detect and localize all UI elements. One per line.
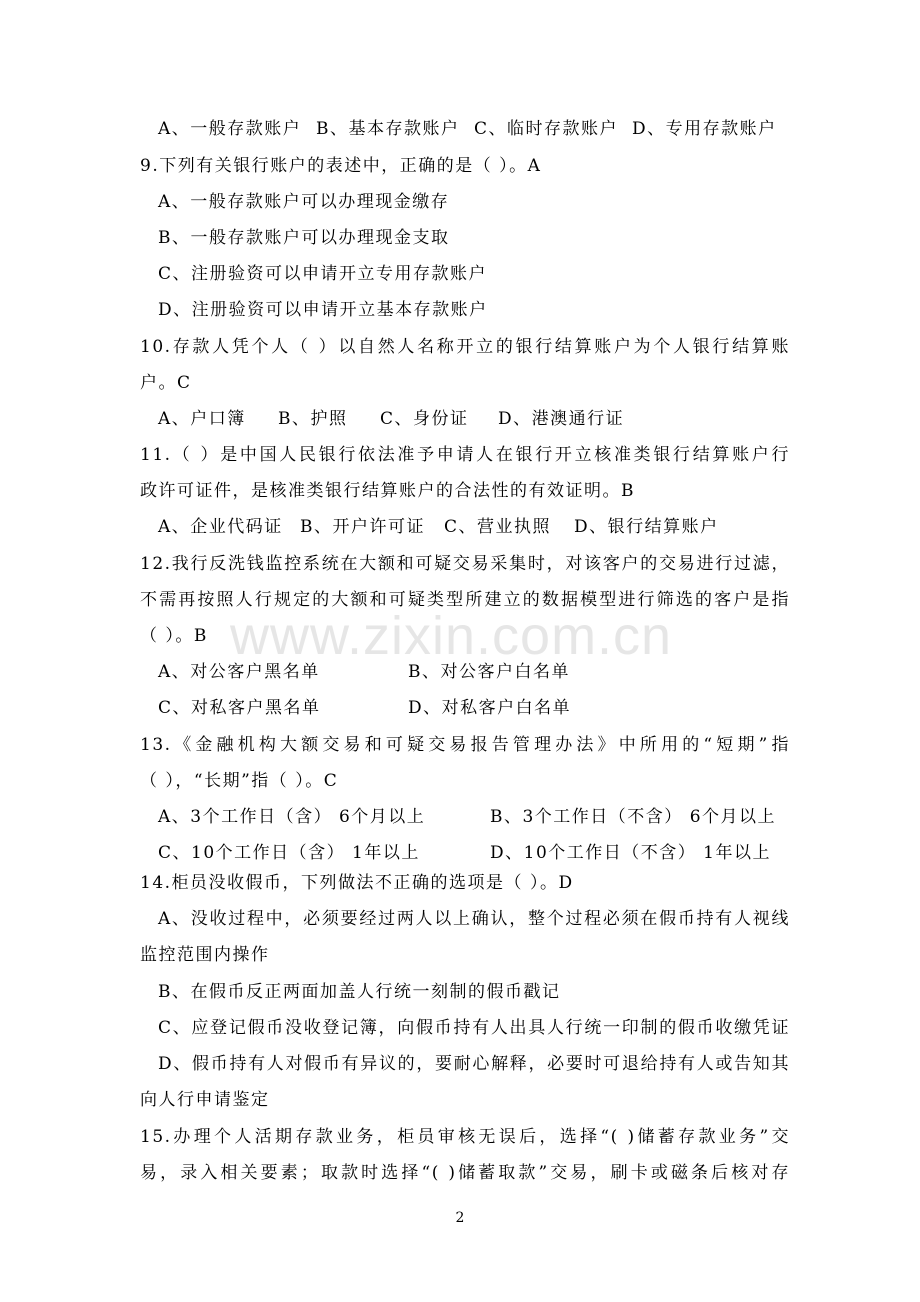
q11-option-d: D、银行结算账户 (574, 517, 719, 537)
q9-option-d: D、注册验资可以申请开立基本存款账户 (158, 300, 488, 320)
q14-option-d-line-2: 向人行申请鉴定 (140, 1090, 270, 1110)
q13-stem-line-2: （ ），“长期”指（ ）。C (140, 771, 339, 791)
q14-option-b: B、在假币反正两面加盖人行统一刻制的假币戳记 (158, 982, 561, 1002)
q10-stem-line-2: 户。C (140, 373, 192, 393)
q12-option-b: B、对公客户白名单 (408, 662, 570, 682)
q15-stem-line-2: 易，录入相关要素；取款时选择“( )储蓄取款”交易，刷卡或磁条后核对存 (140, 1163, 790, 1183)
q14-option-a-line-2: 监控范围内操作 (140, 945, 270, 965)
q14-stem: 14.柜员没收假币，下列做法不正确的选项是（ ）。D (140, 873, 574, 893)
q12-option-d: D、对私客户白名单 (408, 698, 572, 718)
q11-stem-line-2: 政许可证件，是核准类银行结算账户的合法性的有效证明。B (140, 481, 635, 501)
q13-option-b: B、3个工作日（不含） 6个月以上 (490, 807, 777, 827)
q8-option-c: C、临时存款账户 (474, 119, 619, 139)
q14-option-a-line-1: A、没收过程中，必须要经过两人以上确认，整个过程必须在假币持有人视线 (158, 909, 790, 929)
q10-option-b: B、护照 (278, 409, 348, 429)
q9-option-c: C、注册验资可以申请开立专用存款账户 (158, 264, 488, 284)
q12-stem-line-1: 12.我行反洗钱监控系统在大额和可疑交易采集时，对该客户的交易进行过滤， (140, 554, 790, 574)
q13-option-a: A、3个工作日（含） 6个月以上 (158, 807, 426, 827)
q11-stem-line-1: 11.（ ）是中国人民银行依法准予申请人在银行开立核准类银行结算账户行 (140, 445, 790, 465)
q9-option-b: B、一般存款账户可以办理现金支取 (158, 228, 450, 248)
q11-option-a: A、企业代码证 (158, 517, 283, 537)
q12-stem-line-2: 不需再按照人行规定的大额和可疑类型所建立的数据模型进行筛选的客户是指 (140, 590, 790, 610)
page-number: 2 (455, 1210, 465, 1226)
q10-option-c: C、身份证 (380, 409, 469, 429)
q13-option-c: C、10个工作日（含） 1年以上 (158, 843, 420, 863)
q14-option-c: C、应登记假币没收登记簿，向假币持有人出具人行统一印制的假币收缴凭证 (158, 1018, 790, 1038)
q13-stem-line-1: 13.《金融机构大额交易和可疑交易报告管理办法》中所用的“短期”指 (140, 735, 790, 755)
q8-option-b: B、基本存款账户 (316, 119, 460, 139)
q11-option-b: B、开户许可证 (300, 517, 425, 537)
q14-option-d-line-1: D、假币持有人对假币有异议的，要耐心解释，必要时可退给持有人或告知其 (158, 1054, 790, 1074)
q8-option-a: A、一般存款账户 (158, 119, 302, 139)
q8-option-d: D、专用存款账户 (632, 119, 777, 139)
q11-option-c: C、营业执照 (444, 517, 552, 537)
q10-option-a: A、户口簿 (158, 409, 246, 429)
q13-option-d: D、10个工作日（不含） 1年以上 (490, 843, 771, 863)
q12-stem-line-3: （ ）。B (140, 626, 208, 646)
q9-stem: 9.下列有关银行账户的表述中，正确的是（ ）。A (140, 156, 542, 176)
q12-option-c: C、对私客户黑名单 (158, 698, 321, 718)
q10-stem-line-1: 10.存款人凭个人（ ）以自然人名称开立的银行结算账户为个人银行结算账 (140, 337, 790, 357)
watermark: www.zixin.com.cn (230, 606, 673, 666)
q10-option-d: D、港澳通行证 (498, 409, 625, 429)
q9-option-a: A、一般存款账户可以办理现金缴存 (158, 192, 450, 212)
q15-stem-line-1: 15.办理个人活期存款业务，柜员审核无误后，选择“( )储蓄存款业务”交 (140, 1127, 790, 1147)
q12-option-a: A、对公客户黑名单 (158, 662, 320, 682)
